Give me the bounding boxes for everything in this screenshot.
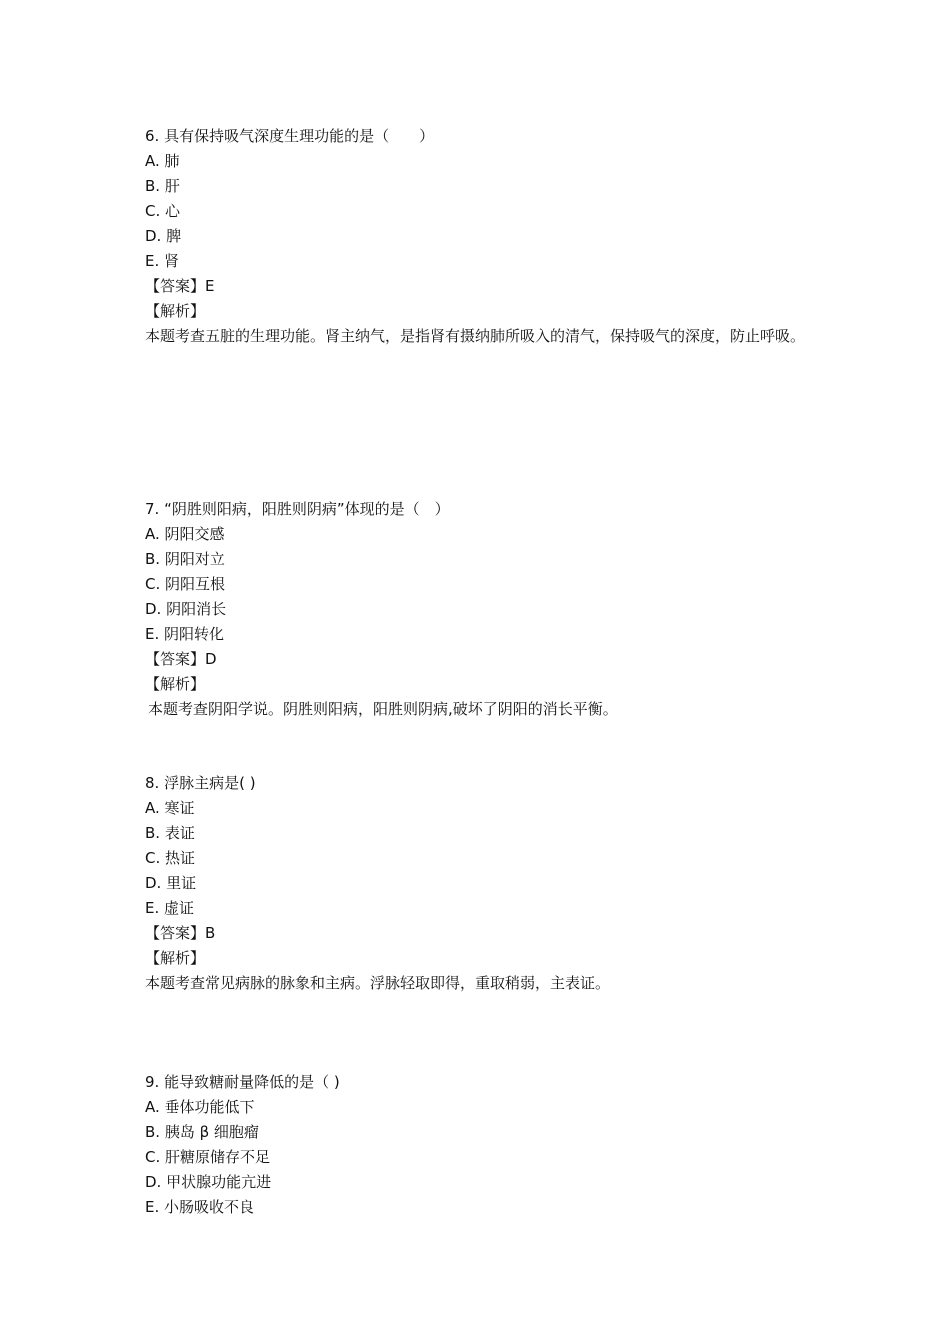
question-8 (145, 771, 825, 996)
question-9 (145, 1070, 825, 1220)
option-e: E. 阴阳转化 (145, 625, 225, 643)
option-a: A. 垂体功能低下 (145, 1098, 255, 1116)
option-b: B. 阴阳对立 (145, 550, 225, 568)
question-stem: 8. 浮脉主病是( ) (145, 774, 256, 792)
analysis-label: 【解析】 (145, 302, 206, 320)
option-c: C. 肝糖原储存不足 (145, 1148, 271, 1166)
analysis-text: 本题考查常见病脉的脉象和主病。浮脉轻取即得，重取稍弱，主表证。 (145, 974, 611, 992)
question-6 (145, 124, 825, 349)
answer: 【答案】B (145, 924, 216, 942)
option-b: B. 胰岛 β 细胞瘤 (145, 1123, 259, 1141)
option-e: E. 虚证 (145, 899, 195, 917)
question-stem: 7. “阴胜则阳病，阳胜则阴病”体现的是（ ） (145, 500, 450, 518)
option-d: D. 阴阳消长 (145, 600, 227, 618)
analysis-label: 【解析】 (145, 949, 206, 967)
option-b: B. 表证 (145, 824, 195, 842)
question-stem: 6. 具有保持吸气深度生理功能的是（ ） (145, 127, 435, 145)
analysis-label: 【解析】 (145, 675, 206, 693)
option-d: D. 脾 (145, 227, 182, 245)
question-7 (145, 497, 825, 722)
option-c: C. 心 (145, 202, 181, 220)
option-a: A. 肺 (145, 152, 180, 170)
option-a: A. 阴阳交感 (145, 525, 225, 543)
option-e: E. 小肠吸收不良 (145, 1198, 255, 1216)
answer: 【答案】D (145, 650, 217, 668)
analysis-text: 本题考查五脏的生理功能。肾主纳气，是指肾有摄纳肺所吸入的清气，保持吸气的深度，防止呼吸。 (145, 327, 806, 345)
option-e: E. 肾 (145, 252, 180, 270)
option-d: D. 里证 (145, 874, 197, 892)
question-stem: 9. 能导致糖耐量降低的是（ ) (145, 1073, 340, 1091)
option-c: C. 热证 (145, 849, 196, 867)
answer: 【答案】E (145, 277, 215, 295)
analysis-text: 本题考查阴阳学说。阴胜则阳病，阳胜则阴病,破坏了阴阳的消长平衡。 (148, 700, 618, 718)
option-b: B. 肝 (145, 177, 180, 195)
option-a: A. 寒证 (145, 799, 195, 817)
option-d: D. 甲状腺功能亢进 (145, 1173, 272, 1191)
option-c: C. 阴阳互根 (145, 575, 226, 593)
